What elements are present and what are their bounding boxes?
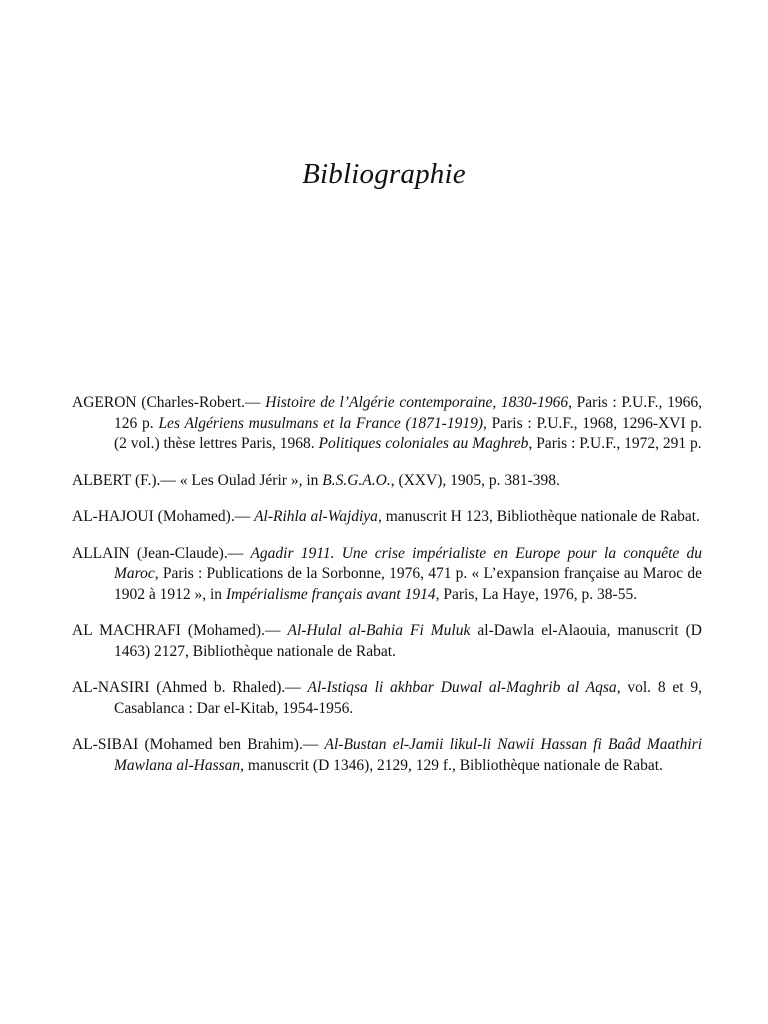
entry-text: , Paris, La Haye, 1976, p. 38-55. bbox=[435, 585, 638, 603]
entry-text: ALBERT (F.).— « Les Oulad Jérir », in bbox=[72, 471, 323, 489]
entry-text: AL-HAJOUI (Mohamed).— bbox=[72, 508, 255, 525]
entry-text: , manuscrit H 123, Bibliothèque nationale de Rabat. bbox=[377, 508, 700, 525]
bibliography-entry bbox=[72, 471, 702, 492]
bibliography-entry bbox=[72, 678, 702, 719]
entry-text: , (XXV), 1905, p. 381-398. bbox=[390, 471, 560, 489]
entry-title-italic: Al-Bustan el-Jamii likul-li Nawii Hassan fi Baâd Maathiri Mawlana al-Hassan bbox=[114, 736, 702, 774]
bibliography-entry bbox=[72, 393, 702, 455]
bibliography-entry bbox=[72, 735, 702, 776]
bibliography-entry bbox=[72, 544, 702, 606]
entry-title-italic: B.S.G.A.O. bbox=[322, 471, 391, 489]
entry-text: al-Dawla el-Alaouia, manuscrit (D 1463) 2127, Bibliothèque nationale de Rabat. bbox=[114, 622, 702, 660]
entry-title-italic: Al-Istiqsa li akhbar Duwal al-Maghrib al Aqsa bbox=[307, 679, 617, 696]
entry-title-italic: Politiques coloniales au Maghreb bbox=[318, 435, 529, 452]
bibliography-list bbox=[72, 393, 702, 792]
entry-text: , Paris : P.U.F., 1968, 1296-XVI p. (2 vol.) thèse lettres Paris, 1968. bbox=[114, 414, 703, 452]
entry-title-italic: Les Algériens musulmans et la France (1871-1919) bbox=[158, 414, 483, 432]
entry-text: , vol. 8 et 9, Casablanca : Dar el-Kitab, 1954-1956. bbox=[114, 679, 702, 717]
entry-text: AL MACHRAFI (Mohamed).— bbox=[72, 622, 288, 639]
entry-text: AGERON (Charles-Robert.— bbox=[72, 394, 266, 411]
entry-text: AL-NASIRI (Ahmed b. Rhaled).— bbox=[72, 679, 308, 696]
entry-title-italic: Impérialisme français avant 1914 bbox=[225, 585, 436, 603]
entry-text: , Paris : P.U.F., 1966, 126 p. bbox=[114, 394, 702, 432]
entry-text: , Paris : P.U.F., 1972, 291 p. bbox=[528, 435, 702, 452]
entry-text: AL-SIBAI (Mohamed ben Brahim).— bbox=[72, 736, 325, 753]
bibliography-entry bbox=[72, 621, 702, 662]
bibliography-entry bbox=[72, 507, 702, 528]
page-title: Bibliographie bbox=[302, 158, 466, 190]
entry-title-italic: Al-Hulal al-Bahia Fi Muluk bbox=[287, 622, 471, 639]
entry-title-italic: Agadir 1911. Une crise impérialiste en Europe pour la conquête du Maroc bbox=[114, 544, 702, 582]
entry-text: , manuscrit (D 1346), 2129, 129 f., Bibliothèque nationale de Rabat. bbox=[240, 756, 663, 774]
entry-text: , Paris : Publications de la Sorbonne, 1976, 471 p. « L’expansion française au Maroc de 1902 à 1912 », in bbox=[114, 565, 702, 603]
entry-text: ALLAIN (Jean-Claude).— bbox=[72, 544, 251, 562]
entry-title-italic: Al-Rihla al-Wajdiya bbox=[254, 508, 378, 525]
entry-title-italic: Histoire de l’Algérie contemporaine, 1830-1966 bbox=[265, 394, 569, 411]
